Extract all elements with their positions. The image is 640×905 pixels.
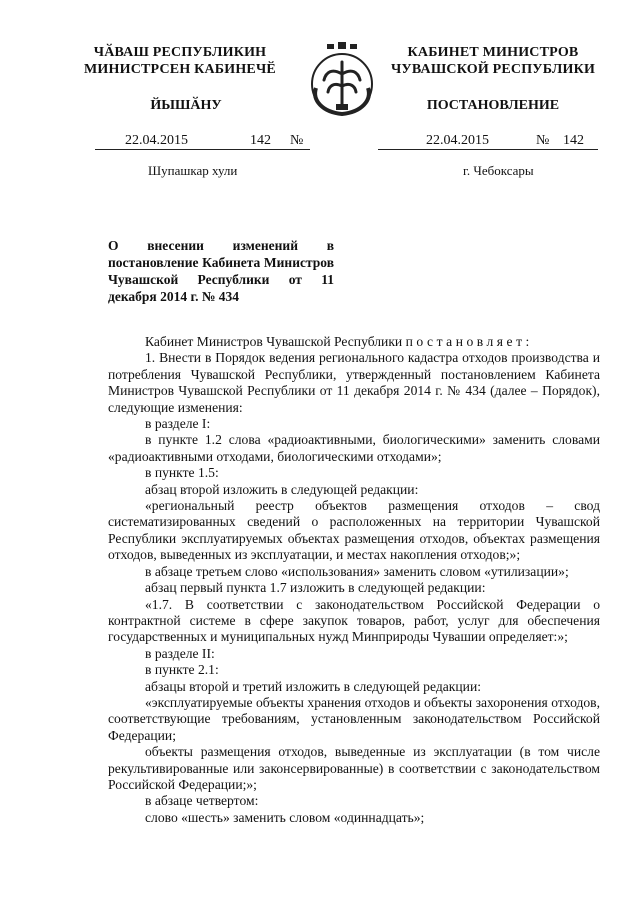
paragraph: абзац второй изложить в следующей редакции: — [145, 481, 419, 497]
paragraph: абзацы второй и третий изложить в следующей редакции: — [145, 678, 481, 694]
issuer-name-chuvash — [60, 44, 300, 78]
number-value: 142 — [250, 133, 271, 148]
preamble-verb: постановляет: — [405, 334, 533, 349]
doc-type-chuvash: ЙЫШӐНУ — [150, 98, 222, 113]
chuvash-republic-emblem-icon — [302, 40, 382, 120]
dateline-chuvash — [95, 133, 310, 150]
paragraph: в абзаце третьем слово «использования» заменить словом «утилизации»; — [145, 563, 569, 579]
doc-type-russian: ПОСТАНОВЛЕНИЕ — [426, 98, 560, 113]
paragraph: объекты размещения отходов, выведенные из эксплуатации (в том числе рекультивированные или законсервированные) в соответствии с законодательством Российской Федерации;»; — [108, 744, 600, 792]
preamble — [108, 334, 600, 350]
number-sign: № — [290, 133, 304, 148]
document-body — [108, 334, 600, 826]
place-chuvash: Шупашкар хули — [148, 163, 238, 178]
number-sign: № — [536, 133, 550, 148]
paragraph: «эксплуатируемые объекты хранения отходов и объекты захоронения отходов, соответствующие требованиям, установленным законодательством Российской Федерации; — [108, 694, 600, 743]
document-subject: О внесении изменений в постановление Кабинета Министров Чувашской Республики от 11 декабря 2014 г. № 434 — [108, 238, 334, 304]
place-russian: г. Чебоксары — [463, 163, 534, 178]
paragraph: в абзаце четвертом: — [145, 793, 259, 809]
issuer-line-2: МИНИСТРСЕН КАБИНЕЧӖ — [84, 62, 276, 77]
paragraph: 1. Внести в Порядок ведения регионального кадастра отходов производства и потребления Чувашской Республики, утвержденный постановлением Кабинета Министров Чувашской Республики от 11 декабря 2014 г. № 434 (далее – Порядок), следующие изменения: — [108, 350, 600, 415]
date-value: 22.04.2015 — [125, 133, 188, 148]
paragraph: в пункте 2.1: — [145, 662, 219, 678]
paragraph: слово «шесть» заменить словом «одиннадцать»; — [145, 809, 425, 825]
paragraph: в пункте 1.5: — [145, 465, 219, 481]
paragraph: в разделе II: — [145, 645, 215, 661]
issuer-line-2: ЧУВАШСКОЙ РЕСПУБЛИКИ — [390, 62, 596, 77]
paragraph: абзац первый пункта 1.7 изложить в следующей редакции: — [145, 580, 486, 596]
dateline-russian — [378, 133, 598, 150]
issuer-name-russian — [388, 44, 598, 78]
date-value: 22.04.2015 — [426, 133, 489, 148]
number-value: 142 — [563, 133, 584, 148]
issuer-line-1: ЧӐВАШ РЕСПУБЛИКИН — [93, 45, 267, 60]
paragraph: в разделе I: — [145, 416, 211, 432]
paragraph: в пункте 1.2 слова «радиоактивными, биологическими» заменить словами «радиоактивными отходами, биологическими отходами»; — [108, 432, 600, 464]
paragraph: «региональный реестр объектов размещения отходов – свод систематизированных сведений о расположенных на территории Чувашской Республики эксплуатируемых объектах размещения отходов, объектах размещения отходов, выведенных из эксплуатации, и местах накопления отходов;»; — [108, 498, 600, 563]
paragraph: «1.7. В соответствии с законодательством Российской Федерации о контрактной системе в сфере закупок товаров, работ, услуг для обеспечения государственных и муниципальных нужд Минприроды Чувашии определяет:»; — [108, 596, 600, 645]
preamble-text: Кабинет Министров Чувашской Республики — [145, 334, 403, 349]
issuer-line-1: КАБИНЕТ МИНИСТРОВ — [407, 45, 579, 60]
